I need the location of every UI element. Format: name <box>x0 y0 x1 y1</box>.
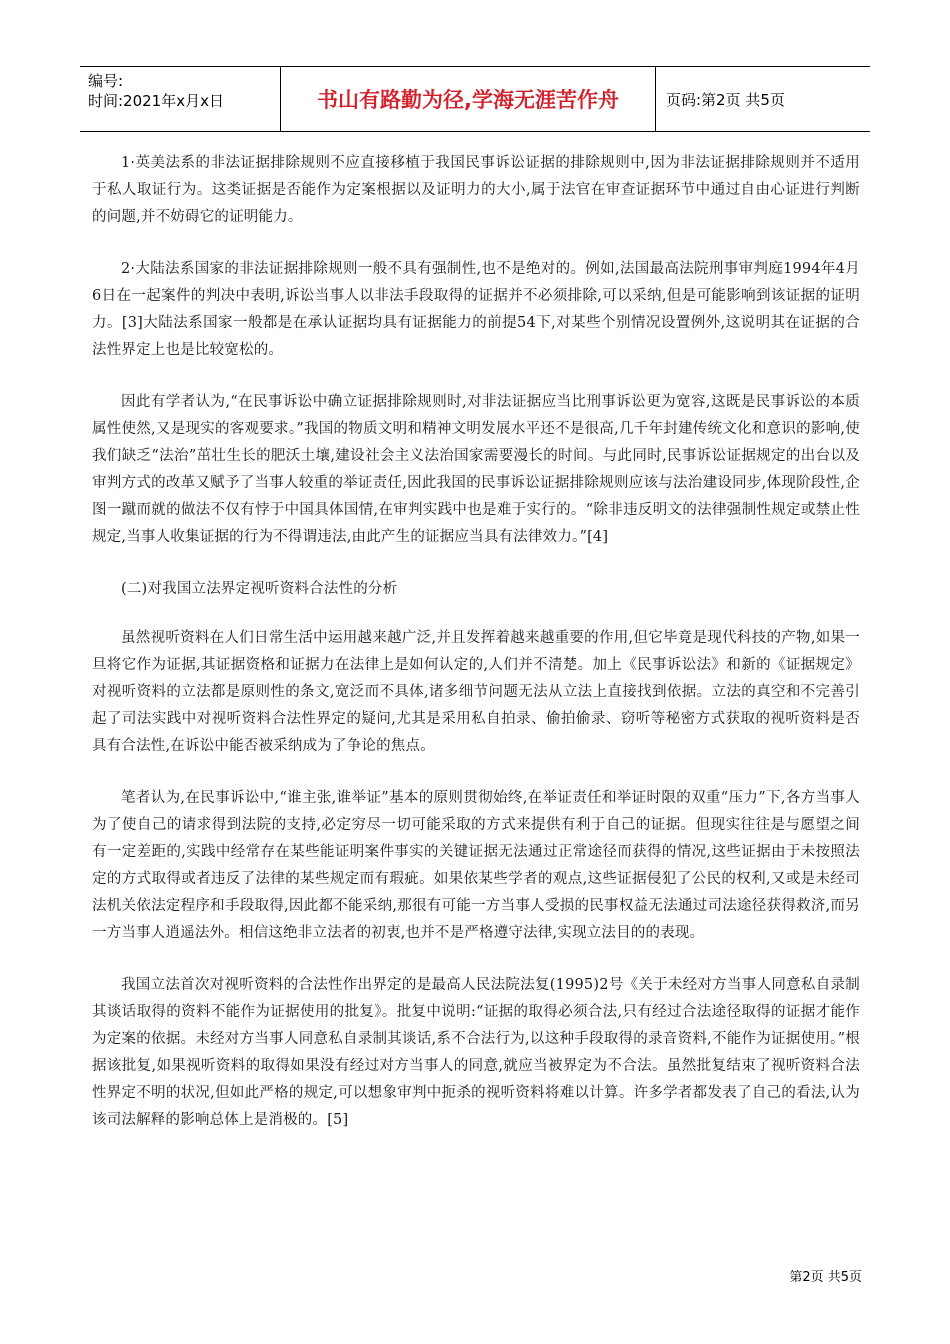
document-number-label: 编号: <box>88 72 124 90</box>
paragraph-continental: 2·大陆法系国家的非法证据排除规则一般不具有强制性,也不是绝对的。例如,法国最高法院刑事审判庭1994年4月6日在一起案件的判决中表明,诉讼当事人以非法手段取得的证据并不必须排除,可以采纳,但是可能影响到该证据的证明力。[3]大陆法系国家一般都是在承认证据均具有证据能力的前提54下,对某些个别情况设置例外,这说明其在证据的合法性界定上也是比较宽松的。 <box>92 261 860 358</box>
header-page-number: 页码:第2页 共5页 <box>666 90 785 109</box>
paragraph-anglo-american: 1·英美法系的非法证据排除规则不应直接移植于我国民事诉讼证据的排除规则中,因为非法证据排除规则并不适用于私人取证行为。这类证据是否能作为定案根据以及证明力的大小,属于法官在审查证据环节中通过自由心证进行判断的问题,并不妨碍它的证明能力。 <box>92 155 860 225</box>
section-heading: (二)对我国立法界定视听资料合法性的分析 <box>121 581 398 597</box>
page-footer: 第2页 共5页 <box>789 1270 862 1285</box>
page-header <box>80 66 870 132</box>
header-meta <box>80 67 280 131</box>
paragraph-author-view: 笔者认为,在民事诉讼中,“谁主张,谁举证”基本的原则贯彻始终,在举证责任和举证时限的双重“压力”下,各方当事人为了使自己的请求得到法院的支持,必定穷尽一切可能采取的方式来提供有利于自己的证据。但现实往往是与愿望之间有一定差距的,实践中经常存在某些能证明案件事实的关键证据无法通过正常途径而获得的情况,这些证据由于未按照法定的方式取得或者违反了法律的某些规定而有瑕疵。如果依某些学者的观点,这些证据侵犯了公民的权利,又或是未经司法机关依法定程序和手段取得,因此都不能采纳,那很有可能一方当事人受损的民事权益无法通过司法途径获得救济,而另一方当事人逍遥法外。相信这绝非立法者的初衷,也并不是严格遵守法律,实现立法目的的表现。 <box>92 790 860 941</box>
document-body <box>92 150 860 1159</box>
document-time-label: 时间:2021年x月x日 <box>88 92 224 110</box>
header-motto: 书山有路勤为径,学海无涯苦作舟 <box>280 67 656 131</box>
paragraph-scholar-view: 因此有学者认为,“在民事诉讼中确立证据排除规则时,对非法证据应当比刑事诉讼更为宽容,这既是民事诉讼的本质属性使然,又是现实的客观要求。”我国的物质文明和精神文明发展水平还不是很高,几千年封建传统文化和意识的影响,使我们缺乏“法治”茁壮生长的肥沃土壤,建设社会主义法治国家需要漫长的时间。与此同时,民事诉讼证据规定的出台以及审判方式的改革又赋予了当事人较重的举证责任,因此我国的民事诉讼证据排除规则应该与法治建设同步,体现阶段性,企图一蹴而就的做法不仅有悖于中国具体国情,在审判实践中也是难于实行的。“除非违反明文的法律强制性规定或禁止性规定,当事人收集证据的行为不得谓违法,由此产生的证据应当具有法律效力。”[4] <box>92 394 860 545</box>
paragraph-audiovisual: 虽然视听资料在人们日常生活中运用越来越广泛,并且发挥着越来越重要的作用,但它毕竟是现代科技的产物,如果一旦将它作为证据,其证据资格和证据力在法律上是如何认定的,人们并不清楚。加上《民事诉讼法》和新的《证据规定》对视听资料的立法都是原则性的条文,宽泛而不具体,诸多细节问题无法从立法上直接找到依据。立法的真空和不完善引起了司法实践中对视听资料合法性界定的疑问,尤其是采用私自拍录、偷拍偷录、窃听等秘密方式获取的视听资料是否具有合法性,在诉讼中能否被采纳成为了争论的焦点。 <box>92 630 860 754</box>
paragraph-legislation: 我国立法首次对视听资料的合法性作出界定的是最高人民法院法复(1995)2号《关于未经对方当事人同意私自录制其谈话取得的资料不能作为证据使用的批复》。批复中说明:“证据的取得必须合法,只有经过合法途径取得的证据才能作为定案的依据。未经对方当事人同意私自录制其谈话,系不合法行为,以这种手段取得的录音资料,不能作为证据使用。”根据该批复,如果视听资料的取得如果没有经过对方当事人的同意,就应当被界定为不合法。虽然批复结束了视听资料合法性界定不明的状况,但如此严格的规定,可以想象审判中扼杀的视听资料将难以计算。许多学者都发表了自己的看法,认为该司法解释的影响总体上是消极的。[5] <box>92 977 860 1128</box>
